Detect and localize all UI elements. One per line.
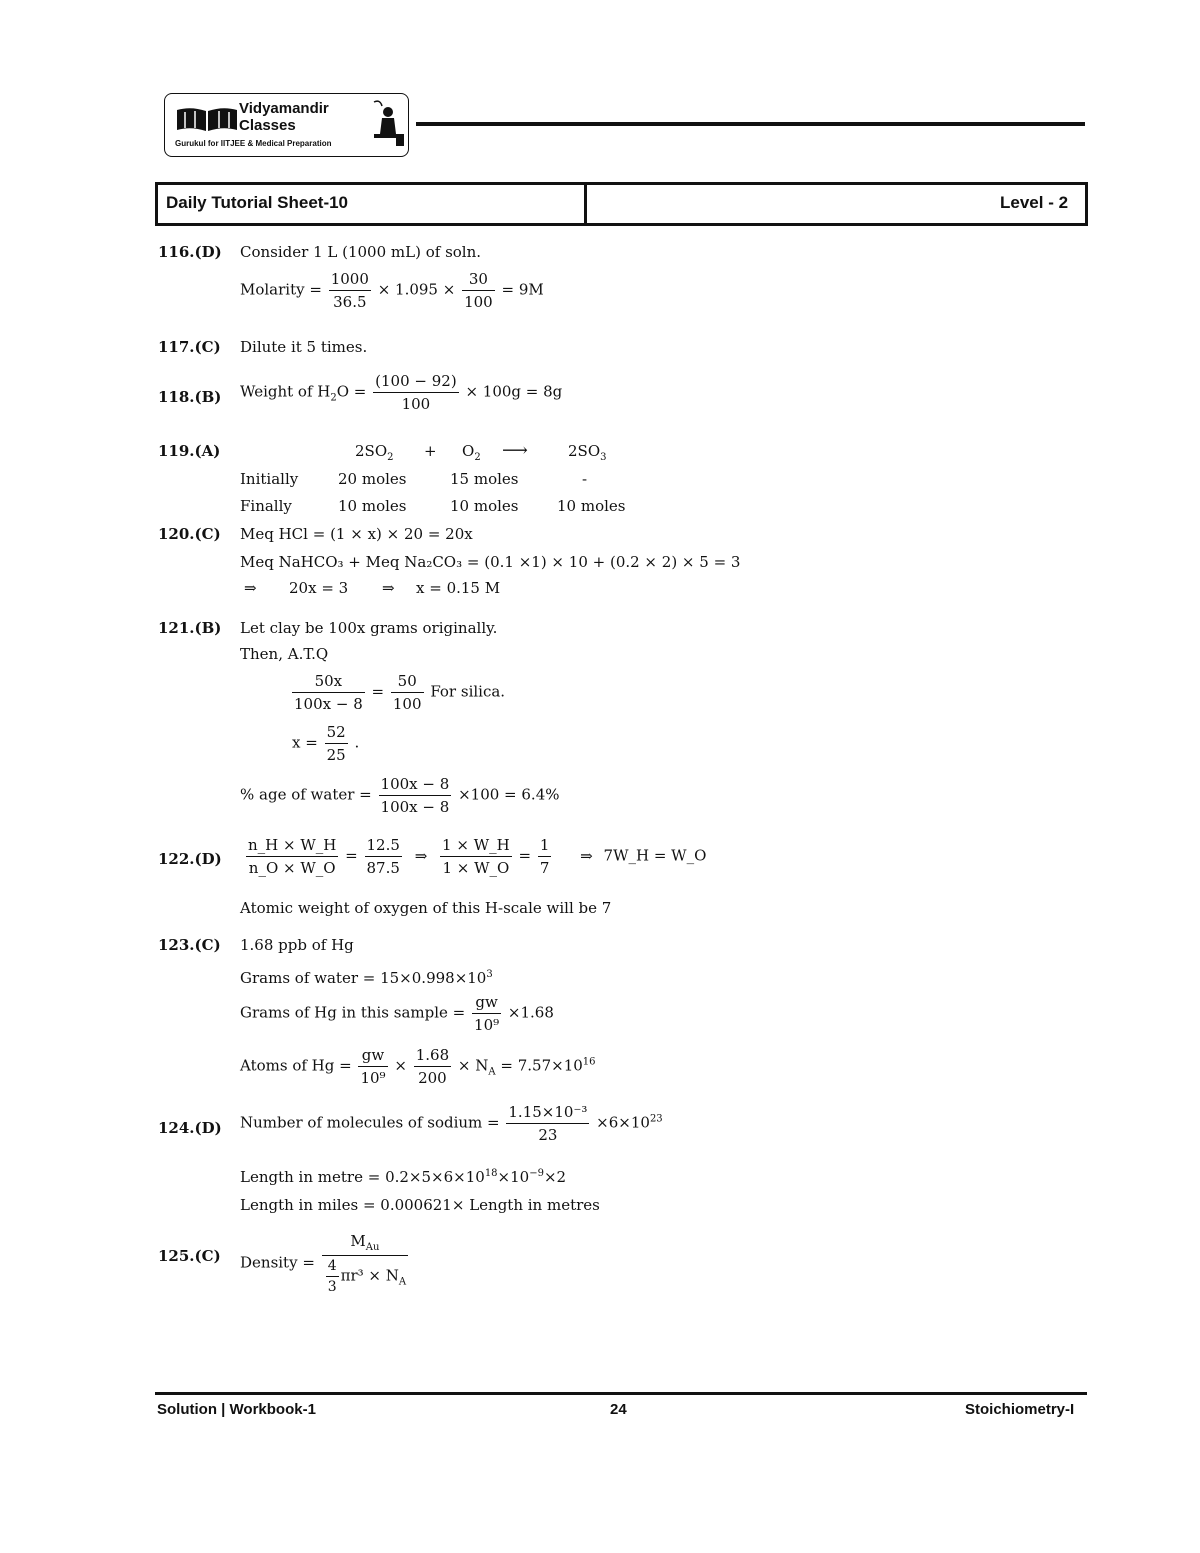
q116-fraction-2 (462, 270, 495, 311)
q124-miles: Length in miles = 0.000621× Length in metres (240, 1196, 600, 1214)
q122-result: 7W_H = W_O (603, 846, 707, 865)
q123-atoms-frac-b (414, 1046, 451, 1087)
q119-reactant-1 (355, 442, 394, 463)
q123-water (240, 969, 493, 987)
q122-f1-den: n_O × W_O (248, 859, 336, 877)
q121-frac-a (292, 672, 365, 713)
logo-name-line2: Classes (239, 117, 296, 134)
q119-fin-1: 10 moles (338, 497, 407, 515)
q123-a-post: × N (457, 1056, 489, 1075)
q121-silica-eq (290, 672, 505, 713)
q122-f1-num: n_H × W_H (246, 836, 338, 857)
q123-a-sub: A (488, 1066, 496, 1078)
q121-b-num: 50 (391, 672, 424, 693)
q117-line1: Dilute it 5 times. (240, 338, 368, 356)
q125-den-num: 4 (326, 1258, 339, 1277)
q116-mid: × 1.095 × (377, 280, 456, 299)
q122-implies-2: ⇒ (580, 846, 593, 865)
q120-line1: Meq HCl = (1 × x) × 20 = 20x (240, 525, 473, 543)
q121-a-den: 100x − 8 (294, 695, 363, 713)
q117-label: 117.(C) (158, 338, 221, 356)
q122-equals-2: = (518, 846, 532, 865)
q120-eq-2: x = 0.15 M (416, 579, 501, 597)
q125-frac (322, 1232, 408, 1295)
q122-eq (244, 836, 706, 877)
q125-density (240, 1232, 410, 1295)
q121-line1: Let clay be 100x grams originally. (240, 619, 498, 637)
q121-frac-w (379, 775, 452, 816)
q121-x-den: 25 (326, 746, 346, 764)
q119-r2-sub: 2 (474, 452, 481, 463)
q119-initially: Initially (240, 470, 299, 488)
q121-x-eq (292, 723, 359, 764)
q121-x-num: 52 (325, 723, 348, 744)
q118-pre: Weight of H (240, 382, 331, 401)
q118-sub: 2 (330, 392, 337, 404)
q124-mol (240, 1103, 663, 1144)
footer-rule (155, 1392, 1087, 1395)
q121-w-num: 100x − 8 (379, 775, 452, 796)
q123-hg-label: Grams of Hg in this sample = (240, 1003, 466, 1022)
q121-b-den: 100 (392, 695, 422, 713)
q123-b-den: 200 (418, 1069, 447, 1087)
q123-hg-num: gw (472, 993, 501, 1014)
q124-mol-num: 1.15×10⁻³ (506, 1103, 589, 1124)
q124-len-exp2: −9 (529, 1168, 544, 1179)
q119-r2: O (462, 442, 475, 460)
q121-water-eq (240, 775, 560, 816)
q119-product (568, 442, 607, 463)
q121-frac-x (325, 723, 348, 764)
q119-finally: Finally (240, 497, 292, 515)
q122-f4-num: 1 (538, 836, 552, 857)
footer-left: Solution | Workbook-1 (157, 1401, 316, 1418)
q118-den: 100 (401, 395, 431, 413)
q119-fin-3: 10 moles (557, 497, 626, 515)
q123-hg-frac (472, 993, 501, 1034)
logo-tagline: Gurukul for IITJEE & Medical Preparation (175, 139, 332, 148)
q123-hg-post: ×1.68 (507, 1003, 554, 1022)
student-at-desk-icon (370, 100, 406, 150)
q119-r1: 2SO (355, 442, 388, 460)
q125-num-sub: Au (365, 1242, 380, 1253)
q116-f2-den: 100 (464, 293, 493, 311)
q119-init-3: - (582, 470, 588, 488)
q120-implies-2: ⇒ (382, 579, 395, 597)
q119-reactant-2 (462, 442, 481, 463)
q124-len-exp1: 18 (484, 1168, 498, 1179)
logo (164, 93, 409, 157)
q122-frac-3 (440, 836, 512, 877)
q121-a-num: 50x (292, 672, 365, 693)
q123-water-text: Grams of water = 15×0.998×10 (240, 969, 487, 987)
q119-p-sub: 3 (600, 452, 607, 463)
q125-den-sub: A (398, 1276, 407, 1288)
q124-length (240, 1168, 566, 1186)
q120-implies-1: ⇒ (244, 579, 257, 597)
q118-label: 118.(B) (158, 388, 222, 406)
q119-init-1: 20 moles (338, 470, 407, 488)
q121-w-post: ×100 = 6.4% (458, 785, 560, 804)
q116-f1-num: 1000 (329, 270, 371, 291)
q124-len-text: Length in metre = 0.2×5×6×10 (240, 1168, 485, 1186)
q122-f3-num: 1 × W_H (440, 836, 512, 857)
q122-frac-2 (365, 836, 402, 877)
q123-atoms-label: Atoms of Hg = (240, 1056, 352, 1075)
q116-line1: Consider 1 L (1000 mL) of soln. (240, 243, 482, 261)
q118-eq (240, 372, 562, 413)
q116-f1-den: 36.5 (333, 293, 367, 311)
q116-molarity-label: Molarity = (240, 280, 322, 299)
q123-line1: 1.68 ppb of Hg (240, 936, 354, 954)
q124-len-mid: ×10 (497, 1168, 530, 1186)
q122-label: 122.(D) (158, 850, 222, 868)
q125-label: 125.(C) (158, 1247, 221, 1265)
q116-molarity (240, 270, 544, 311)
q124-mol-den: 23 (538, 1126, 558, 1144)
q122-f3-den: 1 × W_O (442, 859, 510, 877)
q125-num-m: M (350, 1232, 366, 1250)
q123-b-num: 1.68 (414, 1046, 451, 1067)
sheet-title: Daily Tutorial Sheet-10 (166, 193, 349, 212)
q116-label: 116.(D) (158, 243, 222, 261)
q121-w-den: 100x − 8 (380, 798, 450, 816)
q123-a-den: 10⁹ (360, 1069, 386, 1087)
q121-label: 121.(B) (158, 619, 222, 637)
q122-frac-4 (538, 836, 552, 877)
q119-plus: + (424, 442, 437, 460)
q116-fraction-1 (329, 270, 371, 311)
q123-atoms (240, 1046, 596, 1087)
q124-mol-exp: 23 (649, 1113, 663, 1125)
q124-mol-frac (506, 1103, 589, 1144)
book-icon (175, 106, 239, 132)
q123-a-exp: 16 (582, 1056, 596, 1068)
q123-hg (240, 993, 554, 1034)
q125-den-frac (326, 1258, 339, 1295)
level-label: Level - 2 (1000, 193, 1069, 212)
q116-result: = 9M (501, 280, 544, 299)
q122-implies: ⇒ (414, 846, 428, 865)
q121-equals: = (371, 682, 385, 701)
q123-times: × (394, 1056, 407, 1075)
page-number: 24 (610, 1401, 627, 1418)
q122-f2-den: 87.5 (366, 859, 400, 877)
logo-name-line1: Vidyamandir (239, 100, 329, 117)
footer-right: Stoichiometry-I (965, 1401, 1075, 1418)
q123-hg-den: 10⁹ (474, 1016, 500, 1034)
q123-a-num: gw (358, 1046, 387, 1067)
q122-equals: = (345, 846, 358, 865)
q124-mol-post: ×6×10 (596, 1113, 650, 1132)
q124-mol-label: Number of molecules of sodium = (240, 1113, 500, 1132)
q119-arrow: ⟶ (502, 440, 528, 461)
q123-label: 123.(C) (158, 936, 221, 954)
q121-dot: . (354, 733, 360, 752)
q116-f2-num: 30 (462, 270, 495, 291)
q124-len-end: ×2 (543, 1168, 567, 1186)
q121-frac-b (391, 672, 424, 713)
q118-pre2: O = (336, 382, 367, 401)
q125-den (322, 1256, 408, 1295)
header-rule (416, 122, 1085, 126)
q123-a-res: = 7.57×10 (500, 1056, 583, 1075)
q119-p: 2SO (568, 442, 601, 460)
q121-silica: For silica. (430, 682, 506, 701)
q118-post: × 100g = 8g (465, 382, 563, 401)
q125-den-den: 3 (327, 1279, 337, 1295)
q119-fin-2: 10 moles (450, 497, 519, 515)
q118-num: (100 − 92) (373, 372, 459, 393)
q120-label: 120.(C) (158, 525, 221, 543)
q119-label: 119.(A) (158, 442, 221, 460)
q122-line2: Atomic weight of oxygen of this H-scale will be 7 (240, 899, 612, 917)
q122-frac-1 (246, 836, 338, 877)
q121-line2: Then, A.T.Q (240, 645, 329, 663)
q125-density-label: Density = (240, 1253, 315, 1272)
q120-line2: Meq NaHCO₃ + Meq Na₂CO₃ = (0.1 ×1) × 10 + (0.2 × 2) × 5 = 3 (240, 553, 741, 571)
q119-r1-sub: 2 (387, 452, 394, 463)
q121-water-label: % age of water = (240, 785, 372, 804)
q121-x-label: x = (292, 733, 318, 752)
q122-f2-num: 12.5 (365, 836, 402, 857)
q125-den-rest: πr³ × N (340, 1266, 399, 1285)
q123-water-exp: 3 (486, 969, 493, 980)
q122-f4-den: 7 (539, 859, 550, 877)
q125-num (322, 1232, 408, 1256)
q120-eq-1: 20x = 3 (289, 579, 349, 597)
q123-atoms-frac-a (358, 1046, 387, 1087)
q124-label: 124.(D) (158, 1119, 222, 1137)
q118-fraction (373, 372, 459, 413)
q119-init-2: 15 moles (450, 470, 519, 488)
header-divider (584, 182, 587, 226)
